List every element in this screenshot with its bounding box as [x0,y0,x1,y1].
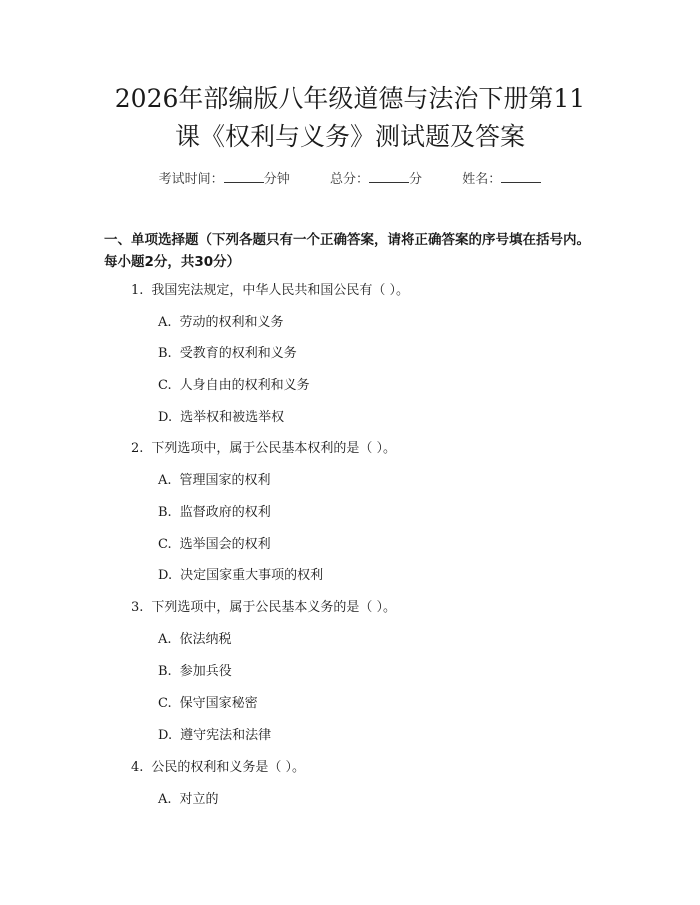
question-3-option-b[interactable] [158,663,232,681]
score-label: 总分： [329,172,369,187]
question-2-option-c[interactable] [158,536,271,554]
question-3-option-c[interactable] [158,695,258,713]
question-2-option-a[interactable] [158,472,271,490]
option-text: 管理国家的权利 [179,473,271,488]
option-key: C. [158,378,172,393]
option-text: 选举国会的权利 [179,537,271,552]
option-text: 参加兵役 [179,664,232,679]
option-key: D. [158,410,173,425]
question-2 [131,440,396,458]
title-line-1: 2026年部编版八年级道德与法治下册第11 [114,84,586,113]
question-2-option-b[interactable] [158,504,271,522]
question-1-option-b[interactable] [158,345,297,363]
question-3-option-d[interactable] [158,727,271,745]
question-text: 下列选项中，属于公民基本义务的是（ ）。 [151,600,397,615]
name-label: 姓名： [462,172,502,187]
question-4-option-a[interactable] [158,791,219,809]
option-text: 受教育的权利和义务 [179,346,297,361]
question-1-option-a[interactable] [158,314,284,332]
question-number: 3. [131,600,144,615]
option-key: A. [158,315,172,330]
option-key: C. [158,537,172,552]
time-label: 考试时间： [158,172,224,187]
option-text: 遵守宪法和法律 [180,728,272,743]
time-blank[interactable] [224,170,264,183]
question-1-option-c[interactable] [158,377,310,395]
option-text: 劳动的权利和义务 [179,315,284,330]
option-text: 决定国家重大事项的权利 [180,568,324,583]
question-1-option-d[interactable] [158,409,284,427]
document-title [95,80,605,156]
option-key: C. [158,696,172,711]
question-4 [131,759,305,777]
option-text: 监督政府的权利 [179,505,271,520]
option-text: 人身自由的权利和义务 [179,378,310,393]
question-3-option-a[interactable] [158,631,232,649]
option-text: 保守国家秘密 [179,696,258,711]
time-unit: 分钟 [263,172,290,187]
option-key: B. [158,505,172,520]
question-number: 4. [131,760,144,775]
question-3 [131,599,396,617]
option-key: B. [158,346,172,361]
name-blank[interactable] [501,170,541,183]
score-unit: 分 [409,172,423,187]
question-number: 1. [131,283,144,298]
option-key: B. [158,664,172,679]
title-line-2: 课《权利与义务》测试题及答案 [174,122,525,151]
option-key: D. [158,568,173,583]
option-key: A. [158,473,172,488]
question-1 [131,282,409,300]
question-2-option-d[interactable] [158,567,323,585]
question-text: 我国宪法规定，中华人民共和国公民有（ ）。 [151,283,410,298]
option-key: A. [158,632,172,647]
question-text: 公民的权利和义务是（ ）。 [151,760,306,775]
option-key: A. [158,792,172,807]
option-text: 选举权和被选举权 [180,410,285,425]
option-text: 依法纳税 [179,632,232,647]
question-text: 下列选项中，属于公民基本权利的是（ ）。 [151,441,397,456]
exam-info-line [0,168,700,187]
option-text: 对立的 [179,792,219,807]
section-heading-single-choice: 一、单项选择题（下列各题只有一个正确答案，请将正确答案的序号填在括号内。每小题2分，共30分） [104,232,590,270]
question-number: 2. [131,441,144,456]
option-key: D. [158,728,173,743]
score-blank[interactable] [369,170,409,183]
